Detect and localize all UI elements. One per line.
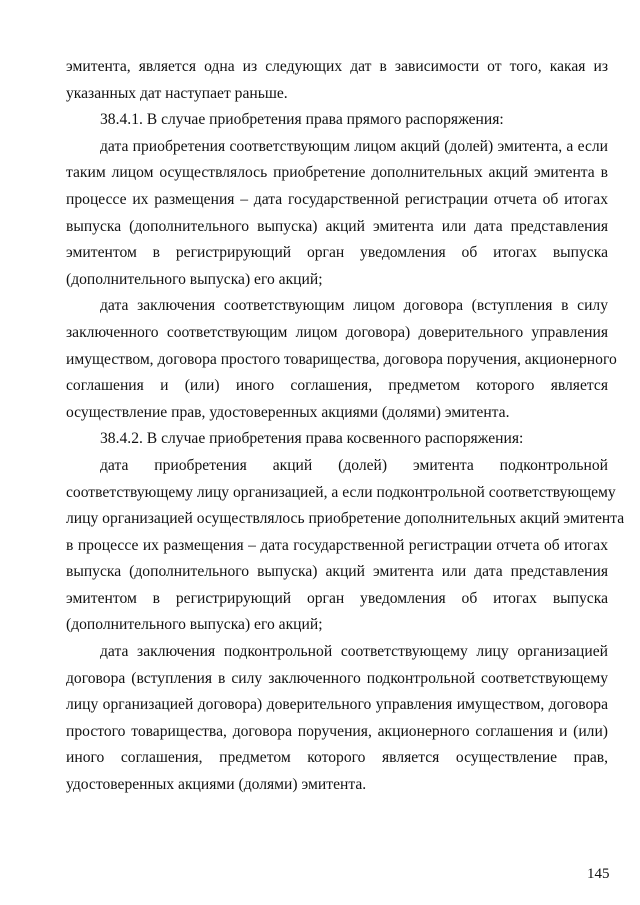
text-line: (дополнительного выпуска) его акций; bbox=[66, 270, 323, 288]
text-line: эмитента, является одна из следующих дат в зависимости от того, какая из bbox=[66, 58, 608, 75]
text-line: выпуска (дополнительного выпуска) акций эмитента или дата представления bbox=[66, 563, 608, 581]
text-line: имуществом, договора простого товарищества, договора поручения, акционерного bbox=[66, 350, 617, 368]
text-line: лицу организацией осуществлялось приобретение дополнительных акций эмитента bbox=[66, 510, 625, 528]
text-line: дата заключения соответствующим лицом договора (вступления в силу bbox=[100, 297, 608, 315]
text-line: таким лицом осуществлялось приобретение дополнительных акций эмитента в bbox=[66, 164, 608, 182]
page-number: 145 bbox=[587, 866, 610, 882]
text-line: указанных дат наступает раньше. bbox=[66, 84, 288, 102]
text-line: заключенного соответствующим лицом договора) доверительного управления bbox=[66, 323, 608, 341]
text-line: соответствующему лицу организацией, а если подконтрольной соответствующему bbox=[66, 483, 616, 501]
section-heading-38-4-2: 38.4.2. В случае приобретения права косвенного распоряжения: bbox=[100, 430, 524, 448]
text-line: выпуска (дополнительного выпуска) акций эмитента или дата представления bbox=[66, 217, 608, 235]
text-line: соглашения и (или) иного соглашения, предметом которого является bbox=[66, 377, 608, 395]
section-heading-38-4-1: 38.4.1. В случае приобретения права прямого распоряжения: bbox=[100, 111, 504, 129]
text-line: эмитентом в регистрирующий орган уведомления об итогах выпуска bbox=[66, 589, 608, 607]
text-line: иного соглашения, предметом которого является осуществление прав, bbox=[66, 749, 608, 767]
text-line: удостоверенных акциями (долями) эмитента. bbox=[66, 776, 367, 794]
text-line: дата приобретения акций (долей) эмитента подконтрольной bbox=[100, 456, 608, 474]
text-line: процессе их размещения – дата государственной регистрации отчета об итогах bbox=[66, 190, 608, 208]
text-line: эмитентом в регистрирующий орган уведомления об итогах выпуска bbox=[66, 244, 608, 262]
text-line: дата заключения подконтрольной соответствующему лицу организацией bbox=[100, 643, 608, 661]
text-line: договора (вступления в силу заключенного подконтрольной соответствующему bbox=[66, 669, 608, 687]
text-line: осуществление прав, удостоверенных акциями (долями) эмитента. bbox=[66, 403, 510, 421]
text-line: дата приобретения соответствующим лицом акций (долей) эмитента, а если bbox=[100, 137, 608, 155]
text-line: простого товарищества, договора поручения, акционерного соглашения и (или) bbox=[66, 722, 608, 740]
text-line: в процессе их размещения – дата государственной регистрации отчета об итогах bbox=[66, 536, 608, 554]
text-line: лицу организацией договора) доверительного управления имуществом, договора bbox=[66, 696, 608, 714]
document-page bbox=[66, 54, 625, 799]
text-line: (дополнительного выпуска) его акций; bbox=[66, 616, 323, 634]
